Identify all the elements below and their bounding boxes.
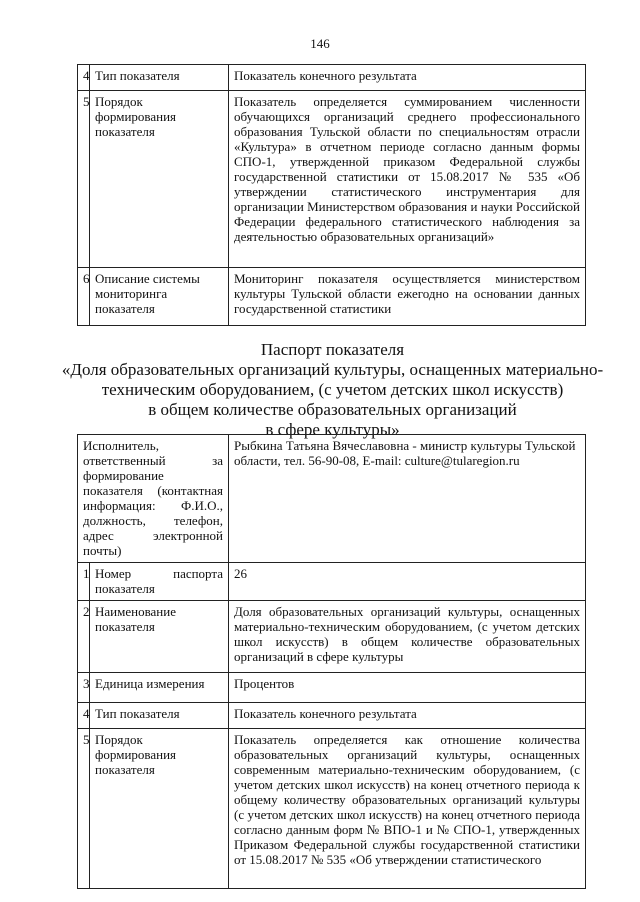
row-label: Описание системы мониторинга показателя (90, 268, 229, 326)
table-row (78, 673, 586, 703)
row-number: 6 (78, 268, 90, 326)
row-number: 5 (78, 729, 90, 889)
indicator-table-continued (77, 64, 586, 326)
row-number: 5 (78, 91, 90, 268)
row-label: Порядок формирования показателя (90, 729, 229, 889)
row-label: Тип показателя (90, 703, 229, 729)
passport-name-line: «Доля образовательных организаций культуры, оснащенных материально- (61, 360, 604, 379)
passport-heading: Паспорт показателя (260, 340, 405, 359)
executor-value: Рыбкина Татьяна Вячеславовна - министр культуры Тульской области, тел. 56-90-08, E-mail: culture@tularegion.ru (229, 435, 586, 563)
table-row (78, 268, 586, 326)
row-value: Показатель определяется суммированием численности обучающихся организаций среднего профессионального образования Тульской области по специальностям отрасли «Культура» в отчетном периоде согласно данным формы СПО-1, утвержденной приказом Федеральной службы государственной статистики от 15.08.2017 № 535 «Об утверждении статистического инструментария для организации Министерством образования и науки Российской Федерации федерального статистического наблюдения за деятельностью образовательных организаций» (229, 91, 586, 268)
passport-title (60, 340, 605, 440)
row-label: Единица измерения (90, 673, 229, 703)
row-label: Тип показателя (90, 65, 229, 91)
row-number: 1 (78, 563, 90, 601)
row-value: Мониторинг показателя осуществляется министерством культуры Тульской области ежегодно на основании данных государственной статистики (229, 268, 586, 326)
table-row (78, 601, 586, 673)
row-value: Доля образовательных организаций культуры, оснащенных материально-техническим оборудованием, (с учетом детских школ искусств) в общем количестве образовательных организаций в сфере культуры (229, 601, 586, 673)
executor-label: Исполнитель, ответственный за формирование показателя (контактная информация: Ф.И.О., должность, телефон, адрес электронной почты) (78, 435, 229, 563)
row-label: Номер паспорта показателя (90, 563, 229, 601)
row-value: Показатель конечного результата (229, 65, 586, 91)
row-number: 2 (78, 601, 90, 673)
row-number: 3 (78, 673, 90, 703)
row-label: Наименование показателя (90, 601, 229, 673)
table-row (78, 65, 586, 91)
row-value: Показатель определяется как отношение количества образовательных организаций культуры, оснащенных современным материально-техническим оборудованием, (с учетом детских школ искусств) на конец отчетного периода к общему количеству образовательных организаций культуры (с учетом детских школ искусств) на конец отчетного периода согласно данным форм № ВПО-1 и № СПО-1, утвержденных Приказом Федеральной службы государственной статистики от 15.08.2017 № 535 «Об утверждении статистического (229, 729, 586, 889)
row-label: Порядок формирования показателя (90, 91, 229, 268)
page-number: 146 (310, 36, 330, 51)
passport-name-line: в общем количестве образовательных организаций (148, 400, 517, 419)
row-value: 26 (229, 563, 586, 601)
table-row (78, 563, 586, 601)
row-value: Процентов (229, 673, 586, 703)
passport-name-line: в сфере культуры» (265, 420, 400, 439)
passport-name-line: техническим оборудованием, (с учетом детских школ искусств) (101, 380, 564, 399)
passport-table (77, 434, 586, 889)
row-number: 4 (78, 703, 90, 729)
row-value: Показатель конечного результата (229, 703, 586, 729)
table-row (78, 435, 586, 563)
table-row (78, 703, 586, 729)
table-row (78, 91, 586, 268)
row-number: 4 (78, 65, 90, 91)
table-row (78, 729, 586, 889)
